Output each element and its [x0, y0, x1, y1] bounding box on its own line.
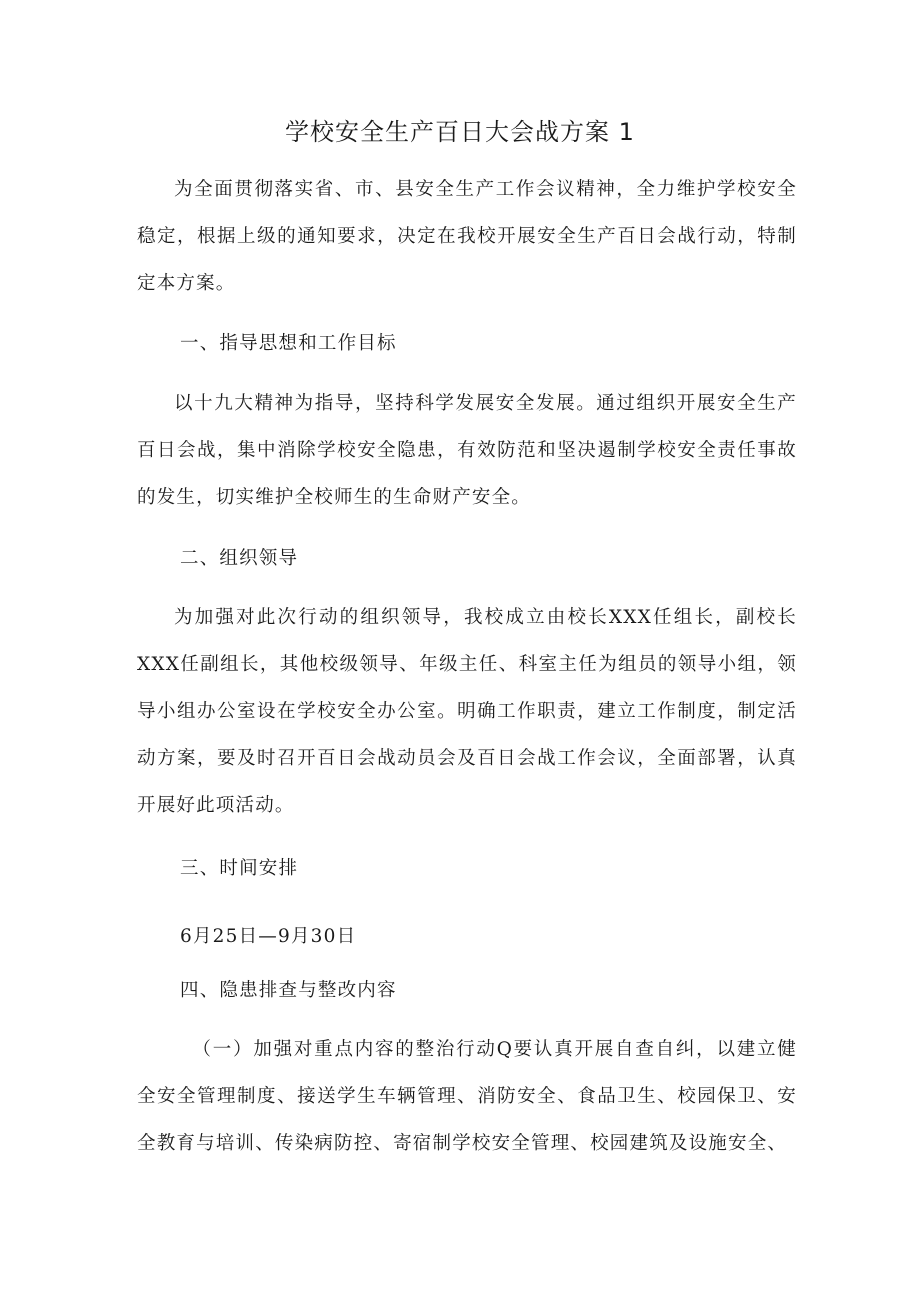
section-heading-guiding-ideology: 一、指导思想和工作目标 [180, 333, 397, 354]
section-body-guiding-ideology: 以十九大精神为指导，坚持科学发展安全发展。通过组织开展安全生产百日会战，集中消除学校安全隐患，有效防范和坚决遏制学校安全责任事故的发生，切实维护全校师生的生命财产安全。 [137, 393, 797, 508]
section-body-hazard-inspection: （一）加强对重点内容的整治行动Q要认真开展自查自纠，以建立健全安全管理制度、接送学生车辆管理、消防安全、食品卫生、校园保卫、安全教育与培训、传染病防控、寄宿制学校安全管理、校园建筑及设施安全、 [137, 1039, 797, 1154]
document-title: 学校安全生产百日大会战方案 1 [285, 118, 635, 146]
section-body-schedule: 6月25日—9月30日 [180, 926, 357, 947]
section-heading-organization: 二、组织领导 [180, 548, 299, 569]
section-heading-schedule: 三、时间安排 [180, 858, 299, 879]
intro-paragraph: 为全面贯彻落实省、市、县安全生产工作会议精神，全力维护学校安全稳定，根据上级的通知要求，决定在我校开展安全生产百日会战行动，特制定本方案。 [137, 179, 797, 294]
section-body-organization: 为加强对此次行动的组织领导，我校成立由校长XXX任组长，副校长XXX任副组长，其他校级领导、年级主任、科室主任为组员的领导小组，领导小组办公室设在学校安全办公室。明确工作职责，建立工作制度，制定活动方案，要及时召开百日会战动员会及百日会战工作会议，全面部署，认真开展好此项活动。 [137, 607, 797, 816]
section-heading-hazard-inspection: 四、隐患排查与整改内容 [180, 980, 397, 1001]
